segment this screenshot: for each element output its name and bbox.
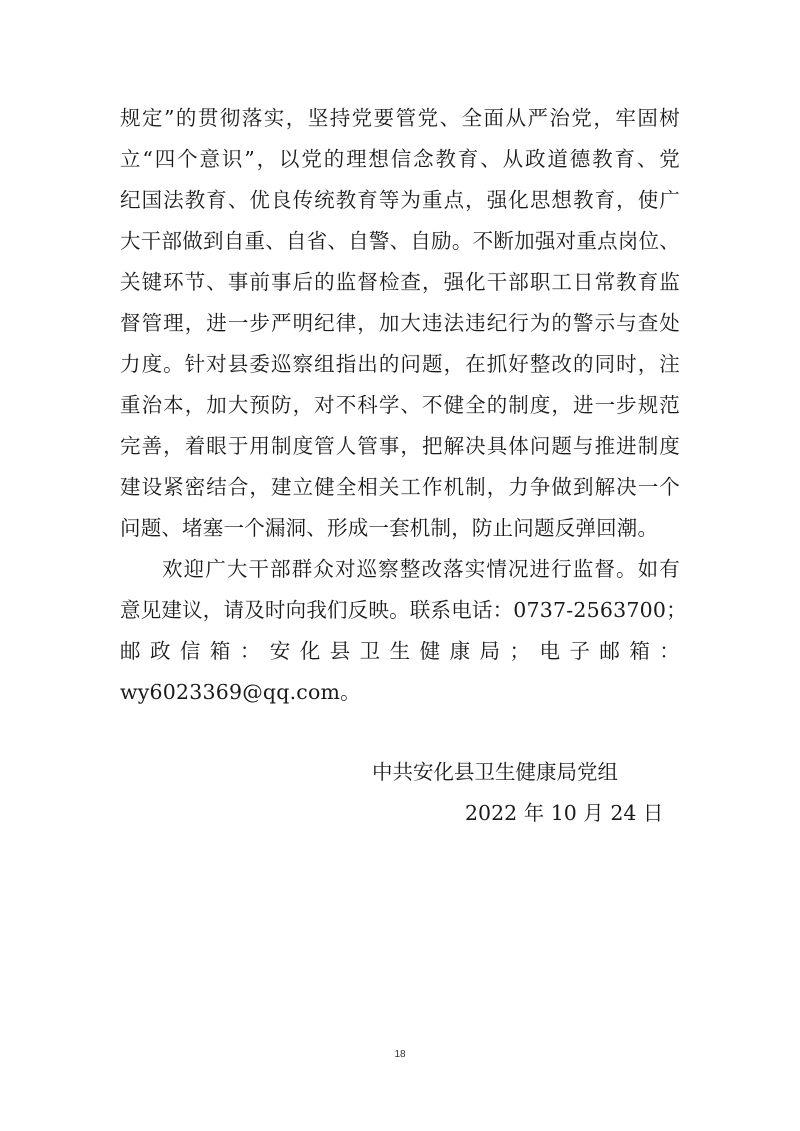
page-number: 18	[394, 1049, 406, 1060]
paragraph-2-line-4: wy6023369@qq.com。	[120, 680, 361, 704]
paragraph-1-line-3: 纪国法教育、优良传统教育等为重点，强化思想教育，使广	[120, 188, 680, 212]
paragraph-1-line-6: 督管理，进一步严明纪律，加大违法违纪行为的警示与查处	[120, 311, 680, 335]
paragraph-1-line-2: 立“四个意识”，以党的理想信念教育、从政道德教育、党	[120, 147, 680, 171]
paragraph-1-line-1: 规定”的贯彻落实，坚持党要管党、全面从严治党，牢固树	[120, 106, 680, 130]
paragraph-1-line-9: 完善，着眼于用制度管人管事，把解决具体问题与推进制度	[120, 434, 680, 458]
paragraph-1-line-4: 大干部做到自重、自省、自警、自励。不断加强对重点岗位、	[120, 229, 680, 253]
paragraph-1-line-5: 关键环节、事前事后的监督检查，强化干部职工日常教育监	[120, 270, 680, 294]
paragraph-1-line-11: 问题、堵塞一个漏洞、形成一套机制，防止问题反弹回潮。	[120, 516, 659, 540]
paragraph-1-line-8: 重治本，加大预防，对不科学、不健全的制度，进一步规范	[120, 393, 680, 417]
paragraph-2-line-3: 邮政信箱：安化县卫生健康局；电子邮箱：	[120, 639, 680, 663]
paragraph-2-line-1: 欢迎广大干部群众对巡察整改落实情况进行监督。如有	[162, 557, 680, 581]
signature-date: 2022 年 10 月 24 日	[465, 801, 664, 825]
signature-organization: 中共安化县卫生健康局党组	[372, 760, 618, 784]
paragraph-1-line-7: 力度。针对县委巡察组指出的问题，在抓好整改的同时，注	[120, 352, 680, 376]
paragraph-1-line-10: 建设紧密结合，建立健全相关工作机制，力争做到解决一个	[120, 475, 680, 499]
paragraph-2-line-2: 意见建议，请及时向我们反映。联系电话：0737-2563700；	[120, 598, 687, 622]
